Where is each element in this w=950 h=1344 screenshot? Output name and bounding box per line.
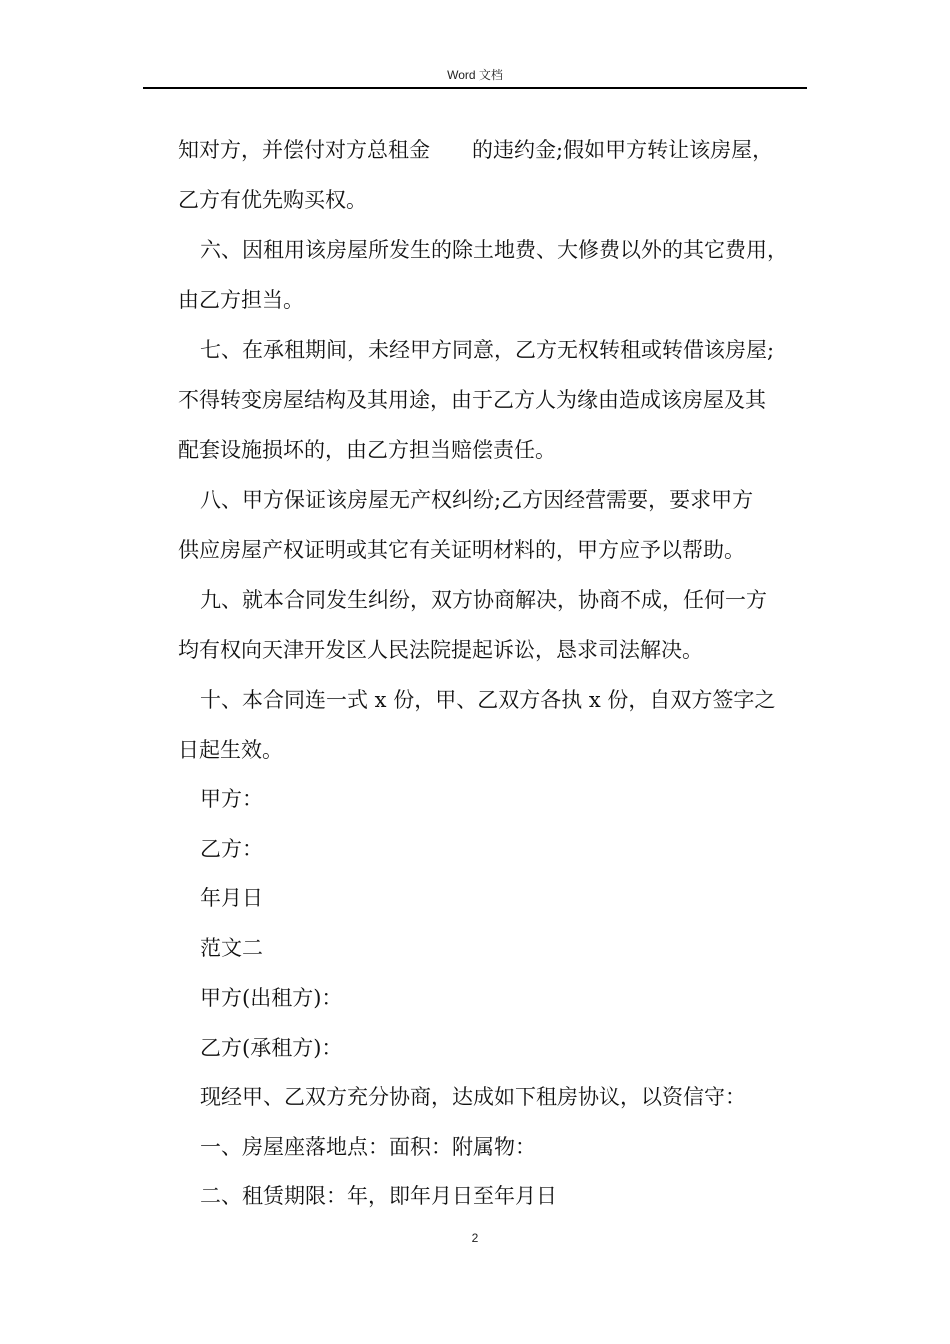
page-header: Word 文档 [447,68,503,82]
text-line: 现经甲、乙双方充分协商，达成如下租房协议，以资信守： [200,1085,746,1109]
signature-party-b: 乙方： [200,837,263,861]
text-line: 八、甲方保证该房屋无产权纠纷;乙方因经营需要，要求甲方 [200,488,754,512]
text-line: 不得转变房屋结构及其用途，由于乙方人为缘由造成该房屋及其 [178,388,766,412]
section-heading: 范文二 [200,936,263,960]
signature-date: 年月日 [200,886,263,910]
text-line: 供应房屋产权证明或其它有关证明材料的，甲方应予以帮助。 [178,538,745,562]
text-line: 七、在承租期间，未经甲方同意，乙方无权转租或转借该房屋; [200,338,775,362]
text-line: 六、因租用该房屋所发生的除土地费、大修费以外的其它费用， [200,238,788,262]
text-line: 乙方有优先购买权。 [178,188,367,212]
text-line: 九、就本合同发生纠纷，双方协商解决，协商不成，任何一方 [200,588,767,612]
page-number: 2 [471,1231,479,1245]
text-line: 乙方(承租方)： [200,1036,343,1060]
text-line: 均有权向天津开发区人民法院提起诉讼，恳求司法解决。 [178,638,703,662]
text-line: 由乙方担当。 [178,288,304,312]
header-divider [143,87,807,89]
text-line: 二、租赁期限：年，即年月日至年月日 [200,1184,557,1208]
text-line: 配套设施损坏的，由乙方担当赔偿责任。 [178,438,556,462]
text-line: 十、本合同连一式 x 份，甲、乙双方各执 x 份，自双方签字之 [200,688,776,712]
text-line: 知对方，并偿付对方总租金 的违约金;假如甲方转让该房屋， [178,138,774,162]
text-line: 一、房屋座落地点：面积：附属物： [200,1135,536,1159]
text-line: 日起生效。 [178,738,283,762]
text-line: 甲方(出租方)： [200,986,343,1010]
signature-party-a: 甲方： [200,787,263,811]
